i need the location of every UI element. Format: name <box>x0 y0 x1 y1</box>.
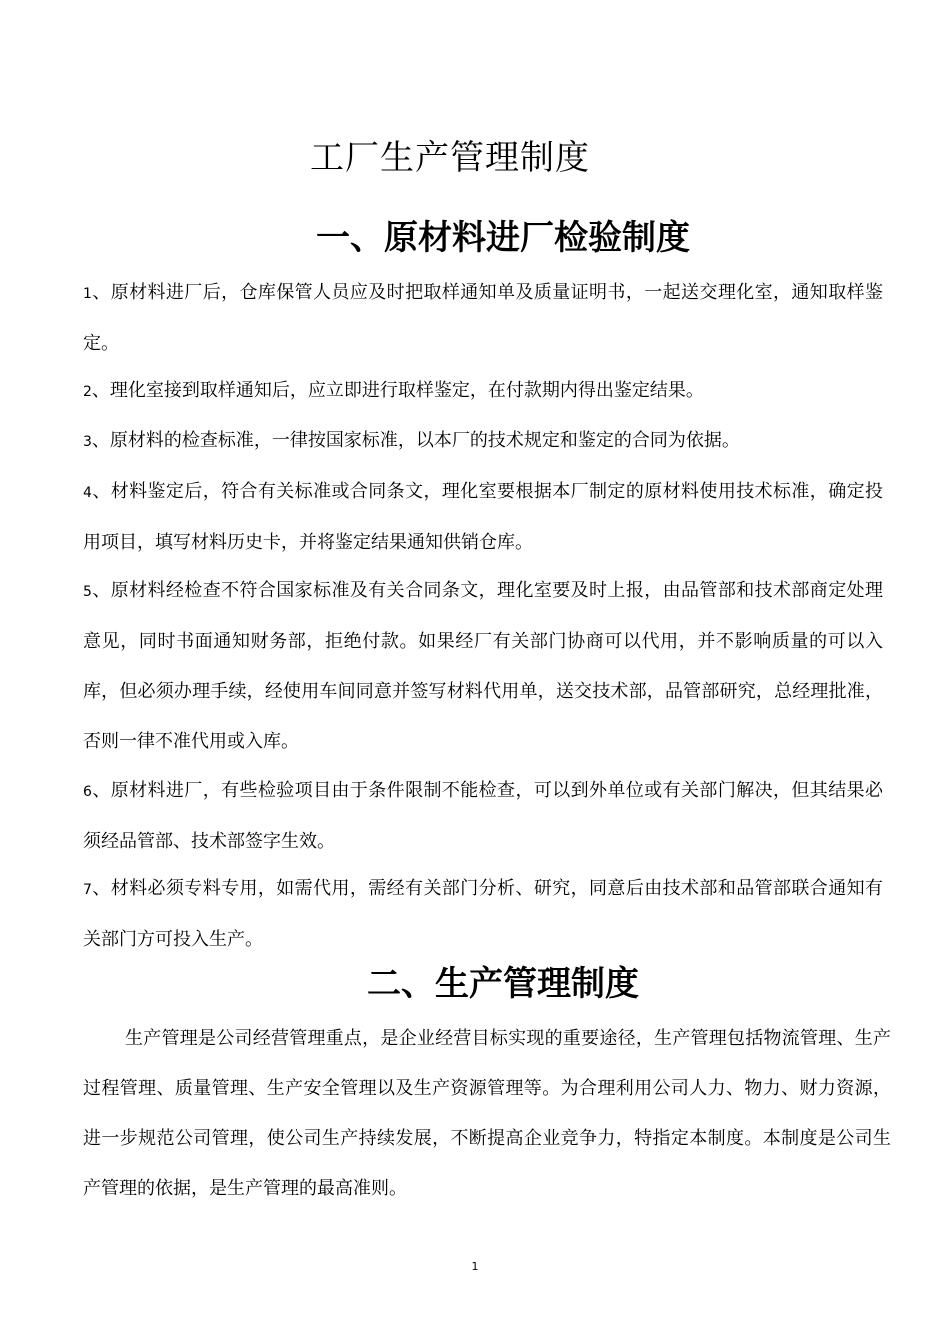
item-number: 5 <box>83 584 92 600</box>
item-number: 1 <box>83 286 92 302</box>
list-item <box>83 366 883 417</box>
item-number: 3 <box>83 434 92 450</box>
item-number: 7 <box>83 882 92 898</box>
item-text: 、原材料进厂，有些检验项目由于条件限制不能检查，可以到外单位或有关部门解决，但其结果必须经品管部、技术部签字生效。 <box>83 780 883 852</box>
section-intro-paragraph: 生产管理是公司经营管理重点，是企业经营目标实现的重要途径，生产管理包括物流管理、生产过程管理、质量管理、生产安全管理以及生产资源管理等。为合理利用公司人力、物力、财力资源，进一步规范公司管理，使公司生产持续发展，不断提高企业竞争力，特指定本制度。本制度是公司生产管理的依据，是生产管理的最高准则。 <box>83 1028 891 1199</box>
item-number: 6 <box>83 784 92 800</box>
page-number: 1 <box>471 1260 479 1273</box>
item-number: 2 <box>83 384 92 400</box>
item-text: 、理化室接到取样通知后，应立即进行取样鉴定，在付款期内得出鉴定结果。 <box>91 380 704 401</box>
section-heading-production-management: 二、生产管理制度 <box>367 964 639 1004</box>
section-heading-raw-material-inspection: 一、原材料进厂检验制度 <box>316 218 690 258</box>
item-text: 、材料必须专料专用，如需代用，需经有关部门分析、研究，同意后由技术部和品管部联合通知有关部门方可投入生产。 <box>83 878 883 950</box>
list-item <box>83 416 883 467</box>
list-item <box>83 268 883 369</box>
document-title: 工厂生产管理制度 <box>310 138 590 178</box>
item-text: 、原材料的检查标准，一律按国家标准，以本厂的技术规定和鉴定的合同为依据。 <box>91 430 740 451</box>
item-text: 、原材料进厂后，仓库保管人员应及时把取样通知单及质量证明书，一起送交理化室，通知取样鉴定。 <box>83 282 883 354</box>
list-item <box>83 566 883 767</box>
list-item <box>83 766 883 867</box>
item-text: 、材料鉴定后，符合有关标准或合同条文，理化室要根据本厂制定的原材料使用技术标准，确定投用项目，填写材料历史卡，并将鉴定结果通知供销仓库。 <box>83 481 883 553</box>
item-number: 4 <box>83 485 92 501</box>
item-text: 、原材料经检查不符合国家标准及有关合同条文，理化室要及时上报，由品管部和技术部商定处理意见，同时书面通知财务部，拒绝付款。如果经厂有关部门协商可以代用，并不影响质量的可以入库，但必须办理手续，经使用车间同意并签写材料代用单，送交技术部，品管部研究，总经理批准，否则一律不准代用或入库。 <box>83 580 883 752</box>
list-item <box>83 467 883 568</box>
list-item <box>83 864 883 965</box>
